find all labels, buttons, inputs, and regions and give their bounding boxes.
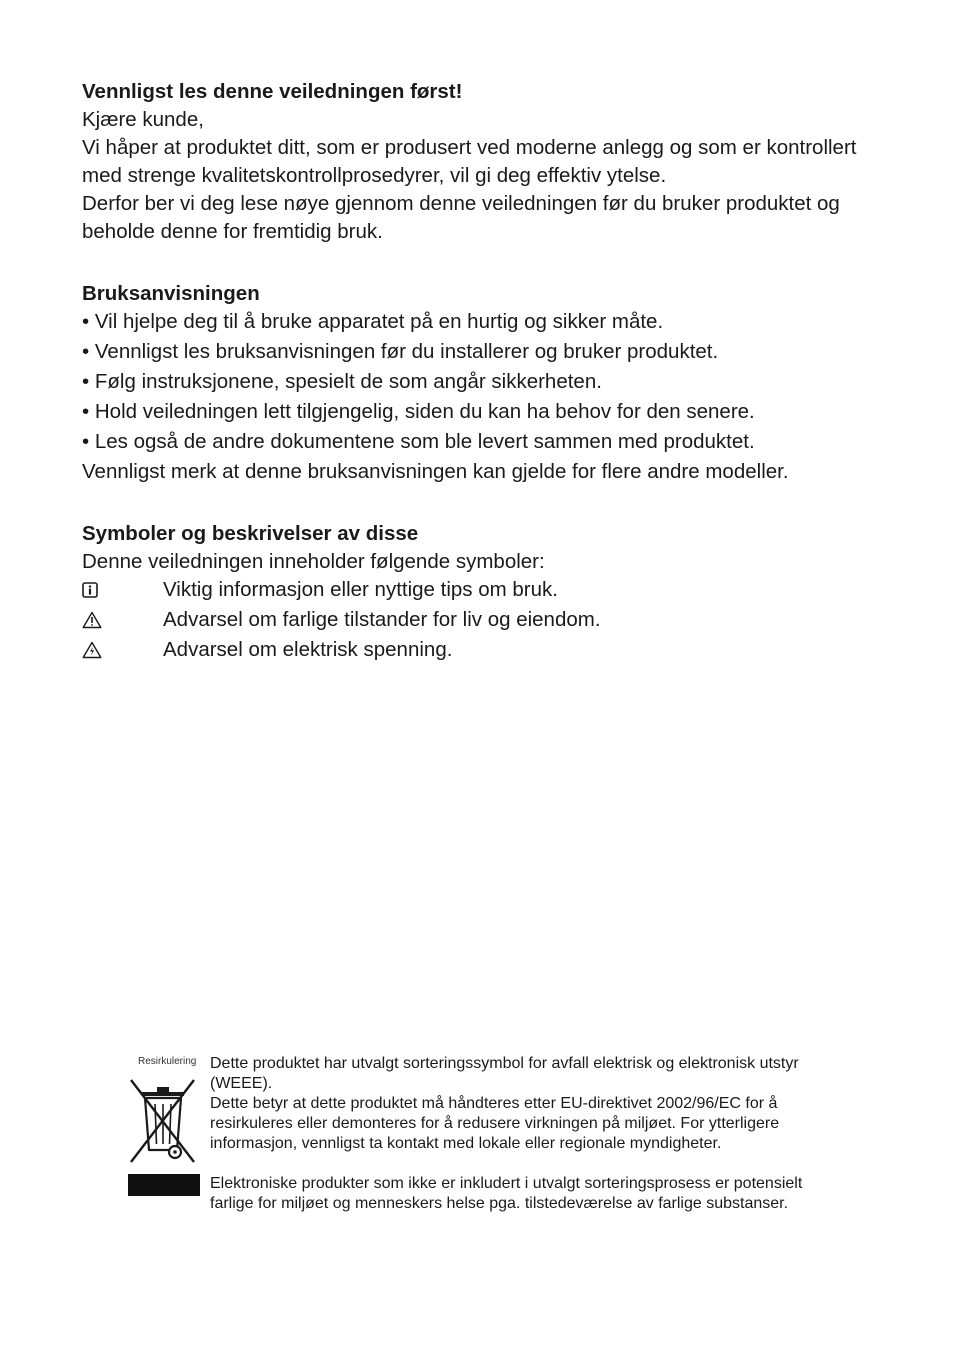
symbol-warning-text: Advarsel om farlige tilstander for liv og eiendom. bbox=[163, 608, 601, 631]
symbol-row-warning bbox=[82, 606, 882, 634]
greeting: Kjære kunde, bbox=[82, 108, 204, 131]
weee-black-bar bbox=[128, 1174, 200, 1196]
weee-caption: Resirkulering bbox=[138, 1056, 197, 1067]
weee-paragraph-2: Dette betyr at dette produktet må håndteres etter EU-direktivet 2002/96/EC for å resirkuleres eller demonteres for å redusere virkningen på miljøet. For ytterligere informasjon, vennligst ta kontakt med lokale eller regionale myndigheter. bbox=[210, 1095, 780, 1152]
symbol-info-text: Viktig informasjon eller nyttige tips om bruk. bbox=[163, 578, 558, 601]
symbols-heading: Symboler og beskrivelser av disse bbox=[82, 522, 419, 545]
weee-text-block bbox=[210, 1054, 846, 1214]
manual-section bbox=[82, 280, 882, 486]
list-item: • Hold veiledningen lett tilgjengelig, siden du kan ha behov for den senere. bbox=[82, 400, 755, 423]
manual-heading: Bruksanvisningen bbox=[82, 282, 260, 305]
list-item: • Vennligst les bruksanvisningen før du installerer og bruker produktet. bbox=[82, 340, 719, 363]
crossed-bin-icon bbox=[128, 1072, 200, 1173]
symbols-section bbox=[82, 520, 882, 664]
intro-heading: Vennligst les denne veiledningen først! bbox=[82, 80, 463, 103]
list-item: • Vil hjelpe deg til å bruke apparatet på en hurtig og sikker måte. bbox=[82, 310, 664, 333]
intro-paragraph-1: Vi håper at produktet ditt, som er produsert ved moderne anlegg og som er kontrollert med strenge kvalitetskontrollprosedyrer, vil gi deg effektiv ytelse. bbox=[82, 136, 857, 187]
symbol-row-electric bbox=[82, 636, 882, 664]
warning-triangle-icon bbox=[82, 606, 163, 634]
manual-page-content bbox=[82, 78, 882, 666]
weee-paragraph-1: Dette produktet har utvalgt sorteringssymbol for avfall elektrisk og elektronisk utstyr (WEEE). bbox=[210, 1055, 799, 1092]
list-item: • Følg instruksjonene, spesielt de som angår sikkerheten. bbox=[82, 370, 602, 393]
weee-paragraph-3: Elektroniske produkter som ikke er inkludert i utvalgt sorteringsprosess er potensielt farlige for miljøet og menneskers helse pga. tilstedeværelse av farlige substanser. bbox=[210, 1175, 803, 1212]
intro-paragraph-2: Derfor ber vi deg lese nøye gjennom denne veiledningen før du bruker produktet og beholde denne for fremtidig bruk. bbox=[82, 192, 840, 243]
info-icon bbox=[82, 576, 163, 604]
list-item: • Les også de andre dokumentene som ble levert sammen med produktet. bbox=[82, 430, 755, 453]
symbol-row-info bbox=[82, 576, 882, 604]
manual-note: Vennligst merk at denne bruksanvisningen kan gjelde for flere andre modeller. bbox=[82, 460, 789, 483]
symbols-intro: Denne veiledningen inneholder følgende symboler: bbox=[82, 550, 545, 573]
weee-paragraph-gap bbox=[210, 1154, 846, 1174]
intro-section bbox=[82, 78, 882, 246]
symbol-electric-text: Advarsel om elektrisk spenning. bbox=[163, 638, 453, 661]
electric-warning-icon bbox=[82, 636, 163, 664]
